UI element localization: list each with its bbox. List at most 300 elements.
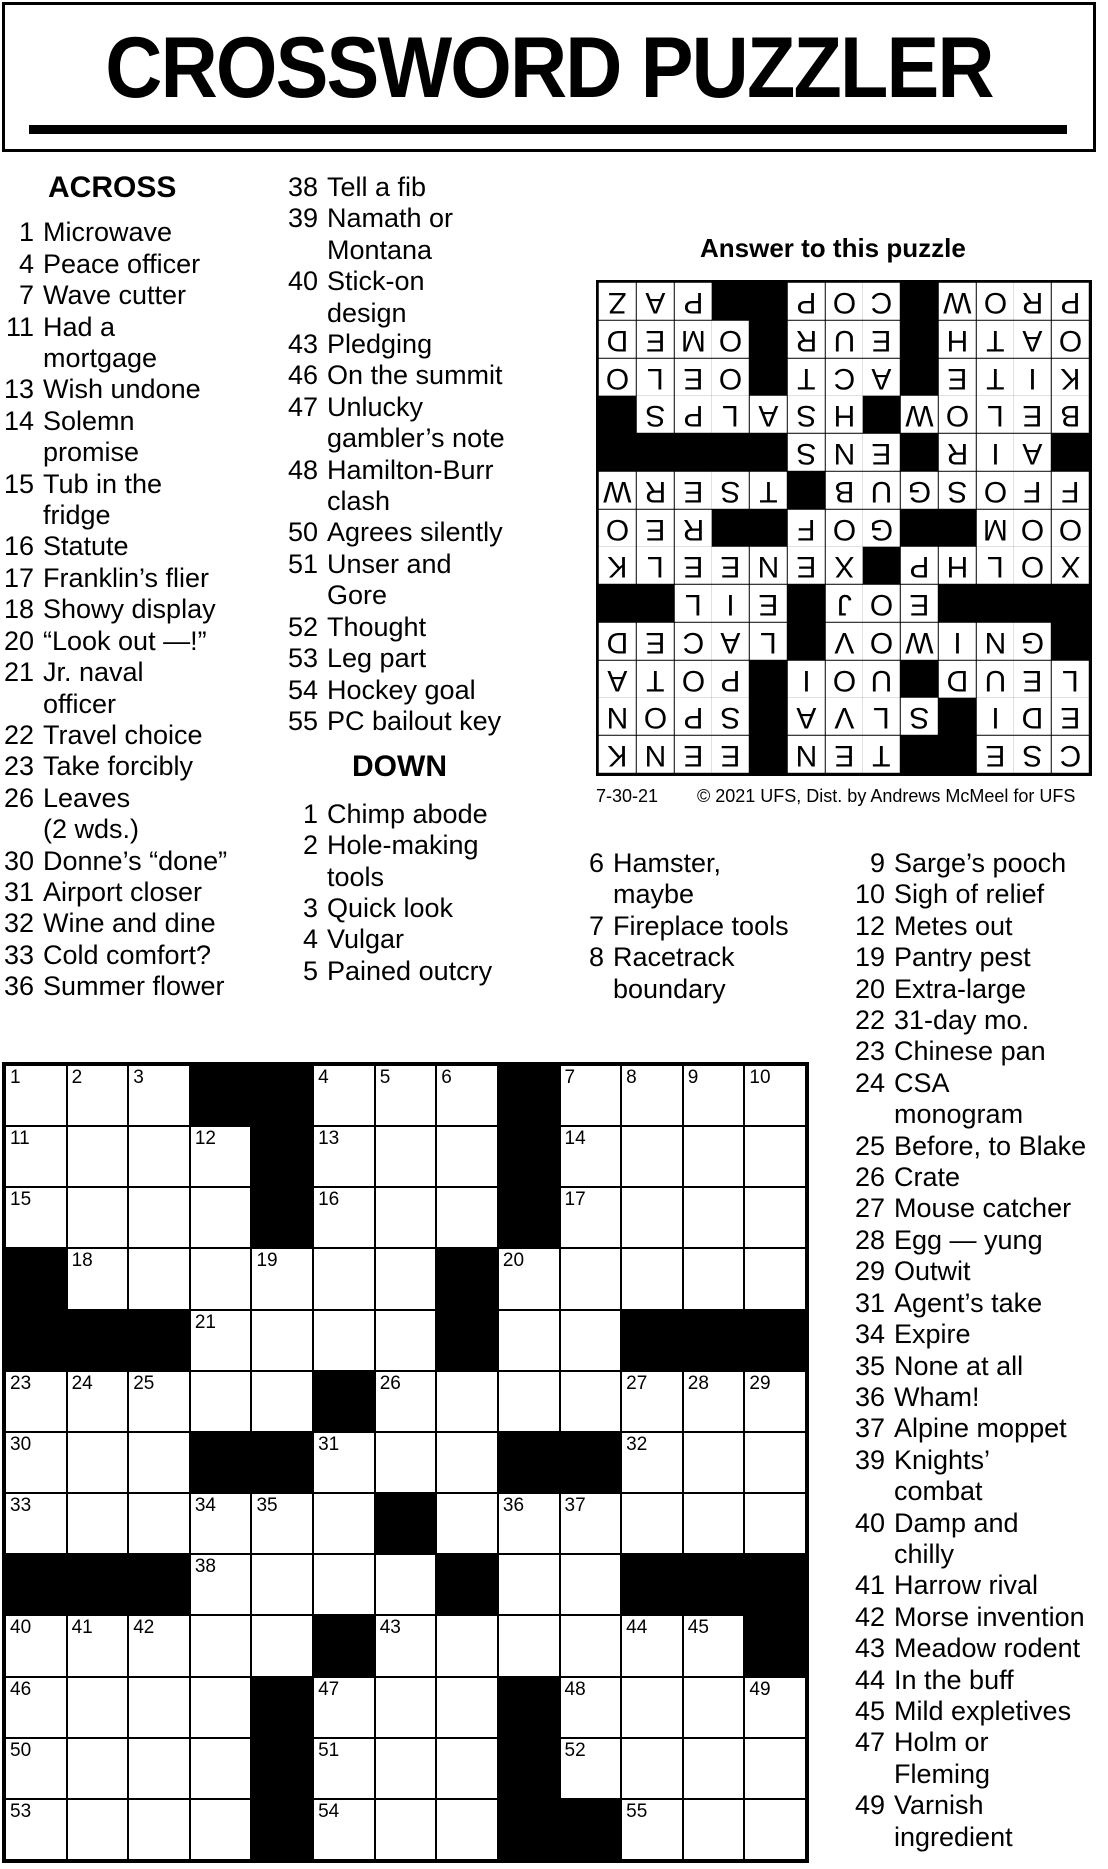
grid-cell[interactable]	[745, 1066, 805, 1125]
grid-cell[interactable]	[437, 1800, 497, 1859]
grid-cell[interactable]	[684, 1678, 744, 1737]
clue-text: Quick look	[327, 892, 454, 923]
clue-text: Expire	[894, 1319, 971, 1350]
answer-block-cell	[637, 585, 674, 622]
clue-item	[0, 626, 270, 657]
clue-item	[284, 329, 584, 360]
answer-letter-cell: B	[1052, 396, 1089, 433]
grid-cell[interactable]	[622, 1494, 682, 1553]
answer-letter-cell: I	[977, 434, 1014, 471]
grid-cell[interactable]	[561, 1188, 621, 1247]
clue-text: fridge	[43, 500, 111, 531]
grid-cell[interactable]	[252, 1616, 312, 1675]
grid-cell[interactable]	[622, 1800, 682, 1859]
grid-cell[interactable]	[376, 1616, 436, 1675]
grid-cell[interactable]	[129, 1616, 189, 1675]
grid-cell[interactable]	[191, 1555, 251, 1614]
clue-text: Unser and	[327, 548, 452, 579]
cell-number: 35	[256, 1495, 278, 1517]
grid-cell[interactable]	[437, 1066, 497, 1125]
answer-letter-cell: W	[599, 472, 636, 509]
grid-cell[interactable]	[68, 1800, 128, 1859]
clue-number: 8	[588, 942, 604, 973]
clue-number: 35	[854, 1350, 885, 1381]
grid-cell[interactable]	[191, 1616, 251, 1675]
grid-cell[interactable]	[314, 1188, 374, 1247]
grid-cell[interactable]	[314, 1678, 374, 1737]
grid-cell[interactable]	[191, 1494, 251, 1553]
grid-cell[interactable]	[376, 1739, 436, 1798]
grid-cell[interactable]	[129, 1372, 189, 1431]
grid-cell[interactable]	[314, 1800, 374, 1859]
clue-text: Gore	[327, 580, 388, 611]
clue-number: 43	[854, 1633, 885, 1664]
grid-cell[interactable]	[129, 1433, 189, 1492]
clue-number: 55	[287, 705, 318, 736]
grid-cell[interactable]	[622, 1678, 682, 1737]
grid-cell[interactable]	[376, 1311, 436, 1370]
answer-block-cell	[675, 434, 712, 471]
grid-cell[interactable]	[561, 1311, 621, 1370]
answer-letter-cell: S	[1014, 736, 1051, 773]
clue-item	[284, 612, 584, 643]
answer-letter-cell: S	[939, 472, 976, 509]
clue-item	[0, 217, 270, 248]
grid-cell[interactable]	[437, 1616, 497, 1675]
answer-letter-cell: T	[863, 736, 900, 773]
clue-number: 17	[3, 562, 34, 593]
clue-item	[851, 1665, 1108, 1696]
clue-number: 4	[18, 248, 34, 279]
clue-number: 4	[302, 924, 318, 955]
grid-cell[interactable]	[314, 1066, 374, 1125]
answer-block-cell	[750, 661, 787, 698]
answer-letter-cell: I	[1014, 359, 1051, 396]
grid-cell[interactable]	[745, 1739, 805, 1798]
clue-item	[284, 706, 584, 737]
cell-number: 52	[564, 1739, 586, 1761]
grid-cell[interactable]	[684, 1800, 744, 1859]
clue-text: design	[327, 297, 407, 328]
answer-letter-cell: H	[939, 547, 976, 584]
clue-number: 37	[854, 1413, 885, 1444]
answer-letter-cell: E	[863, 321, 900, 358]
clue-number: 54	[287, 674, 318, 705]
grid-cell[interactable]	[314, 1494, 374, 1553]
grid-cell[interactable]	[376, 1066, 436, 1125]
clue-text: Racetrack	[613, 942, 735, 973]
answer-letter-cell: R	[637, 472, 674, 509]
grid-cell[interactable]	[684, 1127, 744, 1186]
answer-block-cell	[750, 736, 787, 773]
grid-cell[interactable]	[376, 1188, 436, 1247]
cell-number: 3	[133, 1067, 144, 1088]
clue-item	[284, 675, 584, 706]
grid-cell[interactable]	[6, 1800, 66, 1859]
clue-item	[570, 911, 840, 942]
answer-letter-cell: L	[977, 396, 1014, 433]
clue-item	[284, 455, 584, 518]
grid-cell[interactable]	[684, 1372, 744, 1431]
grid-cell[interactable]	[191, 1188, 251, 1247]
grid-cell[interactable]	[129, 1739, 189, 1798]
grid-cell[interactable]	[684, 1433, 744, 1492]
answer-letter-cell: O	[826, 661, 863, 698]
answer-letter-cell: L	[1052, 661, 1089, 698]
clues-column-2	[284, 172, 584, 987]
grid-cell[interactable]	[129, 1678, 189, 1737]
grid-cell[interactable]	[68, 1249, 128, 1308]
clue-number: 49	[854, 1790, 885, 1821]
cell-number: 15	[10, 1189, 32, 1211]
answer-block-cell	[901, 283, 938, 320]
answer-letter-cell: T	[788, 359, 825, 396]
grid-cell[interactable]	[561, 1127, 621, 1186]
answer-letter-cell: A	[750, 396, 787, 433]
answer-letter-cell: C	[1052, 736, 1089, 773]
answer-letter-cell: H	[939, 321, 976, 358]
grid-cell[interactable]	[684, 1739, 744, 1798]
cell-number: 8	[626, 1067, 637, 1088]
clue-item	[851, 1602, 1108, 1633]
grid-cell[interactable]	[622, 1188, 682, 1247]
grid-cell[interactable]	[191, 1372, 251, 1431]
clue-number: 10	[854, 879, 885, 910]
grid-cell[interactable]	[561, 1739, 621, 1798]
clue-number: 30	[3, 845, 34, 876]
answer-letter-cell: W	[901, 623, 938, 660]
clue-number: 22	[3, 719, 34, 750]
cell-number: 17	[564, 1189, 586, 1211]
answer-letter-cell: V	[826, 623, 863, 660]
clue-item	[284, 924, 584, 955]
clue-text: Pained outcry	[327, 955, 493, 986]
block-cell	[499, 1188, 559, 1247]
grid-cell[interactable]	[129, 1249, 189, 1308]
grid-cell[interactable]	[437, 1494, 497, 1553]
answer-letter-cell: D	[1014, 698, 1051, 735]
grid-cell[interactable]	[6, 1678, 66, 1737]
grid-cell[interactable]	[499, 1372, 559, 1431]
grid-cell[interactable]	[68, 1127, 128, 1186]
clue-number: 32	[3, 908, 34, 939]
block-cell	[499, 1800, 559, 1859]
grid-cell[interactable]	[622, 1433, 682, 1492]
clue-number: 21	[3, 657, 34, 688]
clue-item	[0, 657, 270, 720]
clue-text: mortgage	[43, 343, 158, 374]
clue-number: 20	[3, 625, 34, 656]
clue-text: Hole-making	[327, 830, 479, 861]
answer-letter-cell: S	[788, 434, 825, 471]
grid-cell[interactable]	[622, 1066, 682, 1125]
grid-cell[interactable]	[6, 1188, 66, 1247]
answer-letter-cell: X	[1052, 547, 1089, 584]
answer-letter-cell: E	[675, 736, 712, 773]
grid-cell[interactable]	[376, 1678, 436, 1737]
clue-text: Unlucky	[327, 391, 424, 422]
clue-item	[851, 1790, 1108, 1853]
answer-letter-cell: O	[1014, 510, 1051, 547]
clue-item	[0, 531, 270, 562]
clue-text: Franklin’s flier	[43, 562, 210, 593]
clue-text: maybe	[613, 879, 695, 910]
answer-block-cell	[939, 585, 976, 622]
grid-cell[interactable]	[68, 1739, 128, 1798]
answer-letter-cell: Z	[599, 283, 636, 320]
grid-cell[interactable]	[252, 1494, 312, 1553]
grid-cell[interactable]	[129, 1066, 189, 1125]
grid-cell[interactable]	[314, 1739, 374, 1798]
grid-cell[interactable]	[191, 1800, 251, 1859]
clue-text: Pledging	[327, 329, 433, 360]
grid-cell[interactable]	[499, 1616, 559, 1675]
clue-text: Hockey goal	[327, 674, 476, 705]
answer-letter-cell: N	[977, 623, 1014, 660]
grid-cell[interactable]	[561, 1372, 621, 1431]
down-clues-column-3	[570, 848, 840, 1005]
grid-cell[interactable]	[622, 1616, 682, 1675]
clue-list	[851, 848, 1108, 1853]
grid-cell[interactable]	[561, 1616, 621, 1675]
clue-number: 26	[854, 1162, 885, 1193]
clue-item	[0, 469, 270, 532]
grid-cell[interactable]	[376, 1372, 436, 1431]
grid-cell[interactable]	[68, 1188, 128, 1247]
answer-letter-cell: E	[750, 585, 787, 622]
block-cell	[437, 1311, 497, 1370]
grid-cell[interactable]	[684, 1249, 744, 1308]
answer-block-cell	[712, 283, 749, 320]
grid-cell[interactable]	[129, 1127, 189, 1186]
answer-letter-cell: R	[939, 434, 976, 471]
grid-cell[interactable]	[437, 1739, 497, 1798]
grid-cell[interactable]	[68, 1433, 128, 1492]
block-cell	[684, 1555, 744, 1614]
clue-item	[284, 203, 584, 266]
grid-cell[interactable]	[499, 1494, 559, 1553]
clue-text: Montana	[327, 234, 433, 265]
grid-cell[interactable]	[437, 1127, 497, 1186]
grid-cell[interactable]	[252, 1311, 312, 1370]
grid-cell[interactable]	[745, 1494, 805, 1553]
grid-cell[interactable]	[314, 1311, 374, 1370]
clue-item	[851, 1413, 1108, 1444]
answer-block-cell	[939, 736, 976, 773]
cell-number: 14	[564, 1128, 586, 1150]
clue-item	[851, 1068, 1108, 1131]
grid-cell[interactable]	[561, 1249, 621, 1308]
answer-letter-cell: S	[712, 472, 749, 509]
clue-number: 39	[287, 203, 318, 234]
clue-item	[851, 1162, 1108, 1193]
grid-cell[interactable]	[191, 1249, 251, 1308]
answer-letter-cell: O	[977, 283, 1014, 320]
grid-cell[interactable]	[252, 1372, 312, 1431]
grid-cell[interactable]	[376, 1433, 436, 1492]
grid-cell[interactable]	[499, 1311, 559, 1370]
clue-text: 31-day mo.	[894, 1005, 1030, 1036]
clue-number: 47	[854, 1727, 885, 1758]
answer-letter-cell: O	[826, 283, 863, 320]
grid-cell[interactable]	[561, 1555, 621, 1614]
clue-item	[0, 751, 270, 782]
cell-number: 51	[318, 1739, 340, 1761]
clue-number: 31	[854, 1287, 885, 1318]
grid-cell[interactable]	[684, 1494, 744, 1553]
block-cell	[499, 1127, 559, 1186]
clue-number: 7	[588, 910, 604, 941]
answer-letter-cell: N	[750, 547, 787, 584]
answer-letter-cell: R	[1014, 283, 1051, 320]
clue-number: 14	[3, 405, 34, 436]
grid-cell[interactable]	[191, 1678, 251, 1737]
clue-number: 29	[854, 1256, 885, 1287]
answer-letter-cell: T	[637, 661, 674, 698]
clue-item	[284, 956, 584, 987]
block-cell	[252, 1188, 312, 1247]
grid-cell[interactable]	[684, 1616, 744, 1675]
clue-text: Showy display	[43, 594, 216, 625]
clue-item	[851, 848, 1108, 879]
grid-cell[interactable]	[68, 1494, 128, 1553]
grid-cell[interactable]	[437, 1433, 497, 1492]
clue-item	[0, 908, 270, 939]
grid-cell[interactable]	[437, 1372, 497, 1431]
grid-cell[interactable]	[437, 1188, 497, 1247]
grid-cell[interactable]	[684, 1188, 744, 1247]
clue-item	[0, 940, 270, 971]
grid-cell[interactable]	[6, 1433, 66, 1492]
clue-text: Travel choice	[43, 719, 203, 750]
block-cell	[499, 1739, 559, 1798]
cell-number: 33	[10, 1495, 32, 1517]
clue-item	[284, 266, 584, 329]
answer-block-cell	[901, 510, 938, 547]
grid-cell[interactable]	[68, 1678, 128, 1737]
grid-cell[interactable]	[6, 1127, 66, 1186]
grid-cell[interactable]	[191, 1311, 251, 1370]
clue-text: ingredient	[894, 1821, 1013, 1852]
answer-block-cell	[863, 396, 900, 433]
grid-cell[interactable]	[191, 1127, 251, 1186]
answer-letter-cell: A	[637, 283, 674, 320]
grid-cell[interactable]	[745, 1188, 805, 1247]
grid-cell[interactable]	[129, 1800, 189, 1859]
grid-cell[interactable]	[252, 1249, 312, 1308]
answer-letter-cell: P	[675, 396, 712, 433]
clue-text: Before, to Blake	[894, 1130, 1087, 1161]
grid-cell[interactable]	[6, 1494, 66, 1553]
grid-cell[interactable]	[622, 1739, 682, 1798]
grid-cell[interactable]	[6, 1066, 66, 1125]
clue-item	[851, 1131, 1108, 1162]
answer-letter-cell: E	[675, 359, 712, 396]
clue-text: Egg — yung	[894, 1224, 1043, 1255]
grid-cell[interactable]	[437, 1678, 497, 1737]
clue-item	[0, 846, 270, 877]
clue-text: Tell a fib	[327, 172, 427, 202]
grid-cell[interactable]	[684, 1066, 744, 1125]
grid-cell[interactable]	[129, 1188, 189, 1247]
grid-cell[interactable]	[745, 1372, 805, 1431]
grid-cell[interactable]	[314, 1433, 374, 1492]
grid-cell[interactable]	[561, 1494, 621, 1553]
grid-cell[interactable]	[499, 1249, 559, 1308]
answer-block-cell	[788, 623, 825, 660]
grid-cell[interactable]	[68, 1616, 128, 1675]
grid-cell[interactable]	[376, 1249, 436, 1308]
answer-letter-cell: E	[637, 510, 674, 547]
grid-cell[interactable]	[622, 1249, 682, 1308]
answer-block-cell	[712, 510, 749, 547]
clue-text: Microwave	[43, 217, 173, 248]
grid-cell[interactable]	[314, 1555, 374, 1614]
grid-cell[interactable]	[745, 1678, 805, 1737]
answer-letter-cell: C	[863, 283, 900, 320]
grid-cell[interactable]	[745, 1249, 805, 1308]
grid-cell[interactable]	[499, 1555, 559, 1614]
clue-text: Wham!	[894, 1381, 980, 1412]
clue-text: Leaves	[43, 782, 131, 813]
grid-cell[interactable]	[6, 1739, 66, 1798]
cell-number: 49	[749, 1678, 771, 1700]
clue-text: CSA	[894, 1067, 950, 1098]
grid-cell[interactable]	[6, 1372, 66, 1431]
cell-number: 4	[318, 1067, 329, 1088]
answer-letter-cell: A	[863, 359, 900, 396]
clue-number: 47	[287, 391, 318, 422]
across-clues-column-1	[0, 172, 270, 1003]
answer-letter-cell: W	[939, 283, 976, 320]
grid-cell[interactable]	[68, 1066, 128, 1125]
grid-cell[interactable]	[376, 1127, 436, 1186]
clue-number: 43	[287, 329, 318, 360]
grid-cell[interactable]	[745, 1433, 805, 1492]
grid-cell[interactable]	[314, 1127, 374, 1186]
grid-cell[interactable]	[622, 1372, 682, 1431]
grid-cell[interactable]	[129, 1494, 189, 1553]
clue-text: Leg part	[327, 643, 427, 674]
grid-cell[interactable]	[68, 1372, 128, 1431]
clue-text: Peace officer	[43, 248, 201, 279]
answer-letter-cell: L	[712, 396, 749, 433]
grid-cell[interactable]	[314, 1249, 374, 1308]
grid-cell[interactable]	[252, 1555, 312, 1614]
cell-number: 5	[379, 1067, 391, 1088]
grid-cell[interactable]	[561, 1066, 621, 1125]
clue-number: 26	[3, 782, 34, 813]
grid-cell[interactable]	[561, 1678, 621, 1737]
clue-item	[0, 783, 270, 846]
clue-text: Cold comfort?	[43, 939, 212, 970]
grid-cell[interactable]	[376, 1555, 436, 1614]
grid-cell[interactable]	[622, 1127, 682, 1186]
grid-cell[interactable]	[191, 1739, 251, 1798]
clue-text: Mouse catcher	[894, 1193, 1072, 1224]
clue-item	[851, 1193, 1108, 1224]
clue-text: Metes out	[894, 910, 1013, 941]
grid-cell[interactable]	[6, 1616, 66, 1675]
grid-cell[interactable]	[376, 1800, 436, 1859]
grid-cell[interactable]	[745, 1800, 805, 1859]
clue-item	[0, 971, 270, 1002]
clue-number: 2	[302, 830, 318, 861]
block-cell	[376, 1494, 436, 1553]
grid-cell[interactable]	[745, 1127, 805, 1186]
clue-text: Statute	[43, 531, 129, 562]
answer-letter-cell: E	[901, 585, 938, 622]
